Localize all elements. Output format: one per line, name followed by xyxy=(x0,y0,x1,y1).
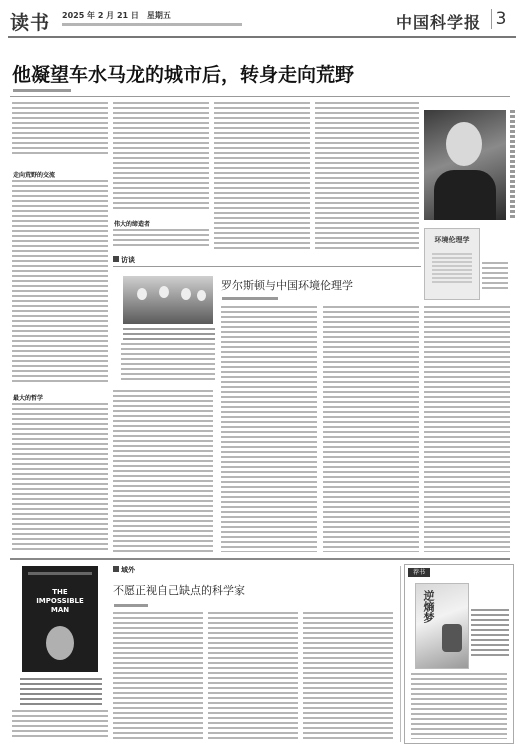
article-headline: 他凝望车水马龙的城市后，转身走向荒野 xyxy=(12,64,355,86)
article-text-column xyxy=(12,403,108,553)
interview-byline xyxy=(222,296,278,302)
section-divider xyxy=(10,558,510,560)
portrait-caption xyxy=(510,110,515,220)
feature-headline: 不愿正视自己缺点的科学家 xyxy=(113,584,245,597)
interview-text-column xyxy=(113,390,213,552)
recommend-book-title: 逆熵梦 xyxy=(422,590,435,623)
tag-marker xyxy=(113,256,119,262)
book-cover-line3: MAN xyxy=(50,606,70,614)
article-subhead: 走向荒野的交流 xyxy=(13,172,56,179)
article-text-column xyxy=(12,180,108,385)
tag-marker xyxy=(113,566,119,572)
interview-book-cover xyxy=(424,228,480,300)
interview-book-title: 环境伦理学 xyxy=(434,236,470,244)
feature-text-column xyxy=(303,612,393,740)
interview-text-column xyxy=(221,306,317,552)
recommend-caption xyxy=(471,609,509,657)
article-text-column xyxy=(113,229,209,249)
feature-book-caption xyxy=(20,678,102,706)
feature-text-column xyxy=(208,612,298,740)
feature-byline xyxy=(114,603,148,609)
interview-headline: 罗尔斯顿与中国环境伦理学 xyxy=(221,279,353,292)
interview-photo xyxy=(123,276,213,324)
column-divider xyxy=(400,566,401,742)
article-subhead: 最大的哲学 xyxy=(13,395,44,402)
masthead-contact-line xyxy=(62,22,242,28)
feature-book-cover xyxy=(22,566,98,672)
recommend-box xyxy=(404,564,514,744)
recommend-book-cover xyxy=(415,583,469,669)
newspaper-brand: 中国科学报 xyxy=(396,13,482,32)
feature-tag: 域外 xyxy=(121,566,135,574)
interview-tag: 访谈 xyxy=(121,256,135,264)
article-subhead: 伟大的缔造者 xyxy=(114,221,151,228)
recommend-text xyxy=(411,673,507,739)
page-number: 3 xyxy=(491,9,510,29)
interview-intro xyxy=(121,343,215,381)
interview-rule xyxy=(113,266,421,267)
interview-text-column xyxy=(323,306,419,552)
book-cover-caption xyxy=(482,262,508,292)
headline-rule xyxy=(10,96,510,97)
issue-date: 2025 年 2 月 21 日 星期五 xyxy=(62,11,171,20)
feature-text-column xyxy=(12,710,108,740)
section-title: 读书 xyxy=(10,12,51,34)
article-text-column xyxy=(12,102,108,157)
article-text-column xyxy=(113,102,209,212)
article-text-column xyxy=(214,102,310,250)
interview-text-column xyxy=(424,306,510,552)
feature-text-column xyxy=(113,612,203,740)
article-byline xyxy=(13,88,71,94)
book-cover-line2: IMPOSSIBLE xyxy=(36,597,84,605)
book-cover-line1: THE xyxy=(52,588,68,596)
recommend-tag: 荐书 xyxy=(408,568,430,577)
masthead-rule xyxy=(8,36,516,38)
portrait-photo xyxy=(424,110,506,220)
article-text-column xyxy=(315,102,419,250)
interview-photo-caption xyxy=(123,328,215,340)
